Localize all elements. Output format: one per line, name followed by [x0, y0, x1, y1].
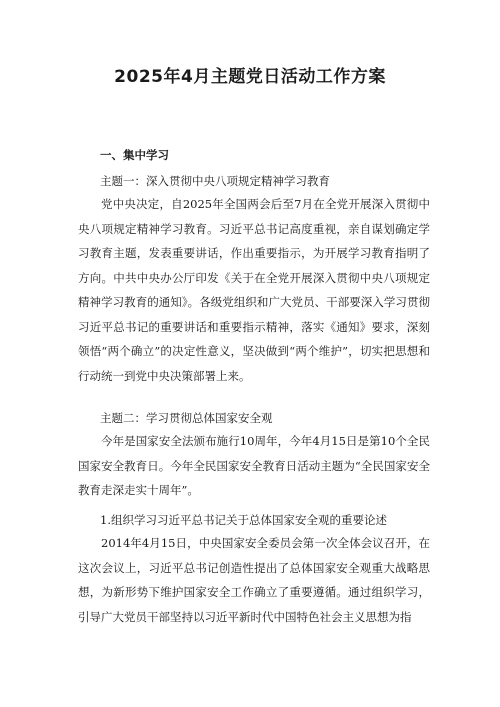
- topic-2-paragraph: 今年是国家安全法颁布施行10周年，今年4月15日是第10个全民国家安全教育日。今年全民国家安全教育日活动主题为“全民国家安全教育走深走实十周年”。: [78, 434, 430, 497]
- document-title: 2025年4月主题党日活动工作方案: [114, 67, 386, 87]
- item-1-paragraph: 2014年4月15日，中央国家安全委员会第一次全体会议召开，在这次会议上，习近平总书记创造性提出了总体国家安全观重大战略思想，为新形势下维护国家安全工作确立了重要遵循。通过组织学习，引导广大党员干部坚持以习近平新时代中国特色社会主义思想为指: [78, 536, 430, 624]
- item-1-heading: 1.组织学习习近平总书记关于总体国家安全观的重要论述: [100, 513, 387, 527]
- topic-1-heading: 主题一：深入贯彻中央八项规定精神学习教育: [100, 174, 330, 188]
- topic-2-heading: 主题二：学习贯彻总体国家安全观: [100, 411, 273, 425]
- topic-1-paragraph: 党中央决定，自2025年全国两会后至7月在全党开展深入贯彻中央八项规定精神学习教育。习近平总书记高度重视，亲自谋划确定学习教育主题，发表重要讲话，作出重要指示，为开展学习教育指明了方向。中共中央办公厅印发《关于在全党开展深入贯彻中央八项规定精神学习教育的通知》。各级党组织和广大党员、干部要深入学习贯彻习近平总书记的重要讲话和重要指示精神，落实《通知》要求，深刻领悟“两个确立”的决定性意义，坚决做到“两个维护”，切实把思想和行动统一到党中央决策部署上来。: [78, 197, 430, 383]
- section-heading-study: 一、集中学习: [100, 148, 169, 162]
